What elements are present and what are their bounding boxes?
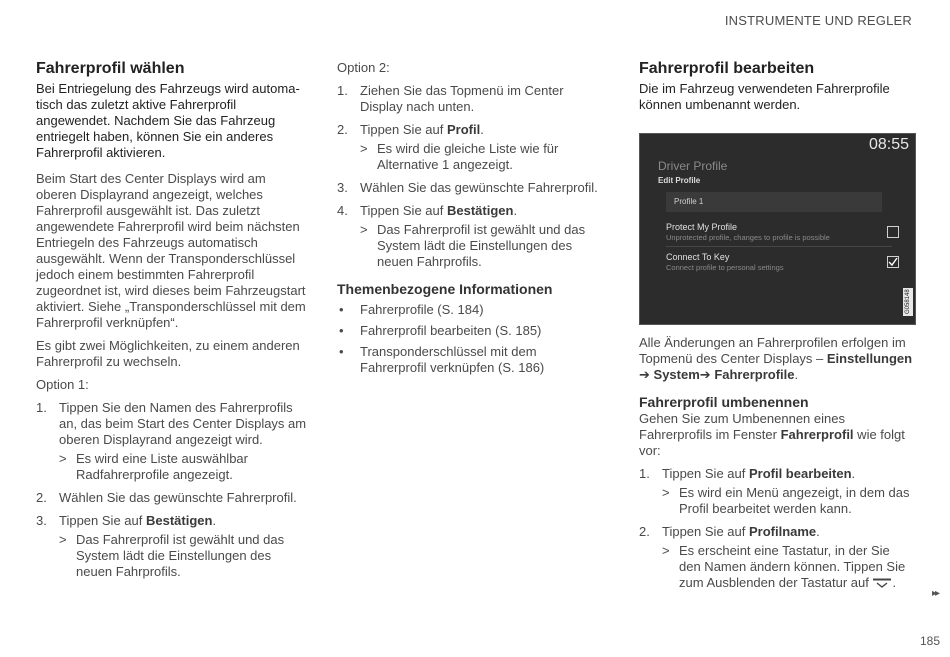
step bbox=[36, 513, 308, 580]
arrow-icon: ➔ bbox=[699, 367, 711, 382]
result-marker: > bbox=[59, 451, 67, 466]
step-result bbox=[360, 141, 605, 173]
ui-term: Profil bearbeiten bbox=[748, 466, 852, 481]
ui-term: Einstellungen bbox=[826, 351, 913, 366]
step-list bbox=[337, 83, 605, 270]
step-text-pre: Tippen Sie auf bbox=[360, 203, 447, 218]
result-text: Es wird die gleiche Liste wie für Alternative 1 angezeigt. bbox=[377, 141, 559, 172]
result-text: Das Fahrerprofil ist gewählt und das System lädt die Einstellungen des neuen Fahrprofils. bbox=[377, 222, 586, 269]
arrow-icon: ➔ bbox=[639, 367, 650, 382]
center-display-screenshot bbox=[639, 133, 916, 325]
lead-paragraph: Bei Entriegelung des Fahrzeugs wird automatisch das zuletzt aktive Fahrerprofil angewendet. Nachdem Sie das Fahrzeug entriegelt haben, können Sie ein anderes Fahrerprofil aktivieren. bbox=[36, 81, 300, 160]
result-text: Es wird eine Liste auswählbar Radfahrerprofile angezeigt. bbox=[76, 451, 248, 482]
bullet-marker: • bbox=[339, 344, 344, 359]
step bbox=[639, 524, 915, 591]
step-number: 1. bbox=[639, 466, 650, 481]
paragraph: Es gibt zwei Möglichkeiten, zu einem anderen Fahrerprofil zu wechseln. bbox=[36, 338, 300, 369]
step bbox=[337, 122, 605, 173]
bullet-marker: • bbox=[339, 302, 344, 317]
result-text: Das Fahrerprofil ist gewählt und das System lädt die Einstellungen des neuen Fahrprofils. bbox=[76, 532, 285, 579]
step-number: 1. bbox=[36, 400, 47, 415]
ui-term: System bbox=[653, 367, 700, 382]
column-select-profile bbox=[36, 60, 308, 580]
step-text-post: . bbox=[480, 122, 484, 137]
step-result bbox=[662, 485, 915, 517]
sub-lead-pre: Gehen Sie zum Umbenennen eines Fahrerprofils im Fenster bbox=[639, 411, 845, 442]
step-text: Wählen Sie das gewünschte Fahrerprofil. bbox=[59, 490, 297, 505]
step-number: 3. bbox=[36, 513, 47, 528]
image-code: G058148 bbox=[905, 289, 911, 315]
divider bbox=[666, 246, 892, 247]
step bbox=[337, 203, 605, 270]
related-link[interactable]: Fahrerprofil bearbeiten (S. 185) bbox=[360, 323, 542, 338]
step-number: 4. bbox=[337, 203, 348, 218]
subsection-heading: Fahrerprofil umbenennen bbox=[639, 394, 809, 410]
step-list bbox=[36, 400, 308, 580]
page-number: 185 bbox=[919, 634, 940, 648]
step-result bbox=[662, 543, 915, 591]
step-number: 1. bbox=[337, 83, 348, 98]
ui-term: Profilname bbox=[748, 524, 817, 539]
lead-paragraph: Die im Fahrzeug verwendeten Fahrerprofile können umbenannt werden. bbox=[639, 81, 890, 112]
step-number: 2. bbox=[337, 122, 348, 137]
related-item[interactable] bbox=[337, 344, 605, 376]
step bbox=[36, 400, 308, 483]
screen-subtitle: Edit Profile bbox=[658, 176, 701, 185]
column-option-2 bbox=[337, 60, 605, 376]
step-text: Wählen Sie das gewünschte Fahrerprofil. bbox=[360, 180, 598, 195]
result-marker: > bbox=[662, 543, 670, 558]
paragraph bbox=[639, 335, 915, 383]
connect-key-checkbox-checked bbox=[887, 256, 899, 268]
step-result bbox=[59, 532, 308, 580]
step-text-pre: Tippen Sie auf bbox=[662, 466, 749, 481]
option-description: Connect profile to personal settings bbox=[666, 263, 784, 272]
option-label: Option 1: bbox=[36, 377, 89, 392]
connect-key-option bbox=[666, 252, 896, 273]
step-number: 3. bbox=[337, 180, 348, 195]
next-page-icon: ▸▸ bbox=[931, 588, 938, 599]
clock-display: 08:55 bbox=[868, 136, 909, 153]
step bbox=[639, 466, 915, 517]
bullet-marker: • bbox=[339, 323, 344, 338]
related-item[interactable] bbox=[337, 302, 605, 318]
step-text-post: . bbox=[851, 466, 856, 481]
related-link[interactable]: Transponderschlüssel mit dem Fahrerprofil verknüpfen (S. 186) bbox=[360, 344, 545, 375]
ui-term: Fahrerprofil bbox=[780, 427, 854, 442]
step-text-pre: Tippen Sie auf bbox=[59, 513, 146, 528]
sub-lead-post: wie folgt vor: bbox=[639, 427, 905, 458]
related-item[interactable] bbox=[337, 323, 605, 339]
option-title: Protect My Profile bbox=[666, 222, 738, 232]
step bbox=[337, 83, 605, 115]
step-number: 2. bbox=[639, 524, 650, 539]
section-heading: Fahrerprofil wählen bbox=[36, 60, 185, 77]
protect-profile-checkbox bbox=[887, 226, 899, 238]
screen-title: Driver Profile bbox=[658, 159, 728, 173]
ui-term: Profil bbox=[446, 122, 481, 137]
related-list bbox=[337, 302, 605, 376]
related-link[interactable]: Fahrerprofile (S. 184) bbox=[360, 302, 484, 317]
paragraph: Beim Start des Center Displays wird am oberen Displayrand angezeigt, welches Fahrerprofil ausgewählt ist. Das zuletzt angewendete Fahrerprofil wird beim nächsten Entriegeln des Fahrzeugs automatisch ausgewählt. Wenn der Transponderschlüssel jedoch einem bestimmten Fahrerprofil zugeordnet ist, wird dieses beim Fahrzeugstart aktiviert. Siehe „Transponderschlüssel mit dem Fahrerprofil verknüpfen“. bbox=[36, 171, 306, 330]
hide-keyboard-icon bbox=[872, 578, 892, 588]
ui-term: Fahrerprofile bbox=[714, 367, 795, 382]
result-text: Es erscheint eine Tastatur, in der Sie den Namen ändern können. Tippen Sie zum Ausblenden der Tastatur auf bbox=[679, 543, 906, 590]
checkmark-icon bbox=[888, 257, 898, 267]
result-end: . bbox=[892, 575, 897, 590]
paragraph bbox=[639, 411, 915, 459]
result-marker: > bbox=[360, 141, 368, 156]
column-edit-profile bbox=[639, 60, 915, 591]
step-number: 2. bbox=[36, 490, 47, 505]
related-heading: Themenbezogene Informationen bbox=[337, 281, 553, 297]
step bbox=[337, 180, 605, 196]
option-title: Connect To Key bbox=[666, 252, 730, 262]
ui-term: Bestätigen bbox=[446, 203, 514, 218]
result-text: Es wird ein Menü angezeigt, in dem das Profil bearbeitet werden kann. bbox=[679, 485, 910, 516]
protect-profile-option bbox=[666, 222, 896, 243]
result-marker: > bbox=[360, 222, 368, 237]
step-text-post: . bbox=[212, 513, 217, 528]
option-label: Option 2: bbox=[337, 60, 390, 75]
changes-post: . bbox=[794, 367, 799, 382]
step-list bbox=[639, 466, 915, 591]
result-marker: > bbox=[662, 485, 670, 500]
step bbox=[36, 490, 308, 506]
result-marker: > bbox=[59, 532, 67, 547]
step-result bbox=[59, 451, 308, 483]
step-text: Ziehen Sie das Topmenü im Center Display nach unten. bbox=[360, 83, 564, 114]
option-description: Unprotected profile, changes to profile is possible bbox=[666, 233, 830, 242]
step-text-post: . bbox=[816, 524, 820, 539]
step-text: Tippen Sie den Namen des Fahrerprofils an, das beim Start des Center Displays am oberen Displayrand angezeigt wird. bbox=[59, 400, 307, 447]
step-result bbox=[360, 222, 605, 270]
changes-text: Alle Änderungen an Fahrerprofilen erfolgen im Topmenü des Center Displays – bbox=[639, 335, 906, 366]
running-head: INSTRUMENTE UND REGLER bbox=[724, 13, 912, 28]
ui-term: Bestätigen bbox=[145, 513, 213, 528]
section-heading: Fahrerprofil bearbeiten bbox=[639, 60, 815, 77]
step-text-pre: Tippen Sie auf bbox=[662, 524, 749, 539]
step-text-post: . bbox=[513, 203, 518, 218]
step-text-pre: Tippen Sie auf bbox=[360, 122, 447, 137]
profile-name-field: Profile 1 bbox=[666, 192, 882, 212]
